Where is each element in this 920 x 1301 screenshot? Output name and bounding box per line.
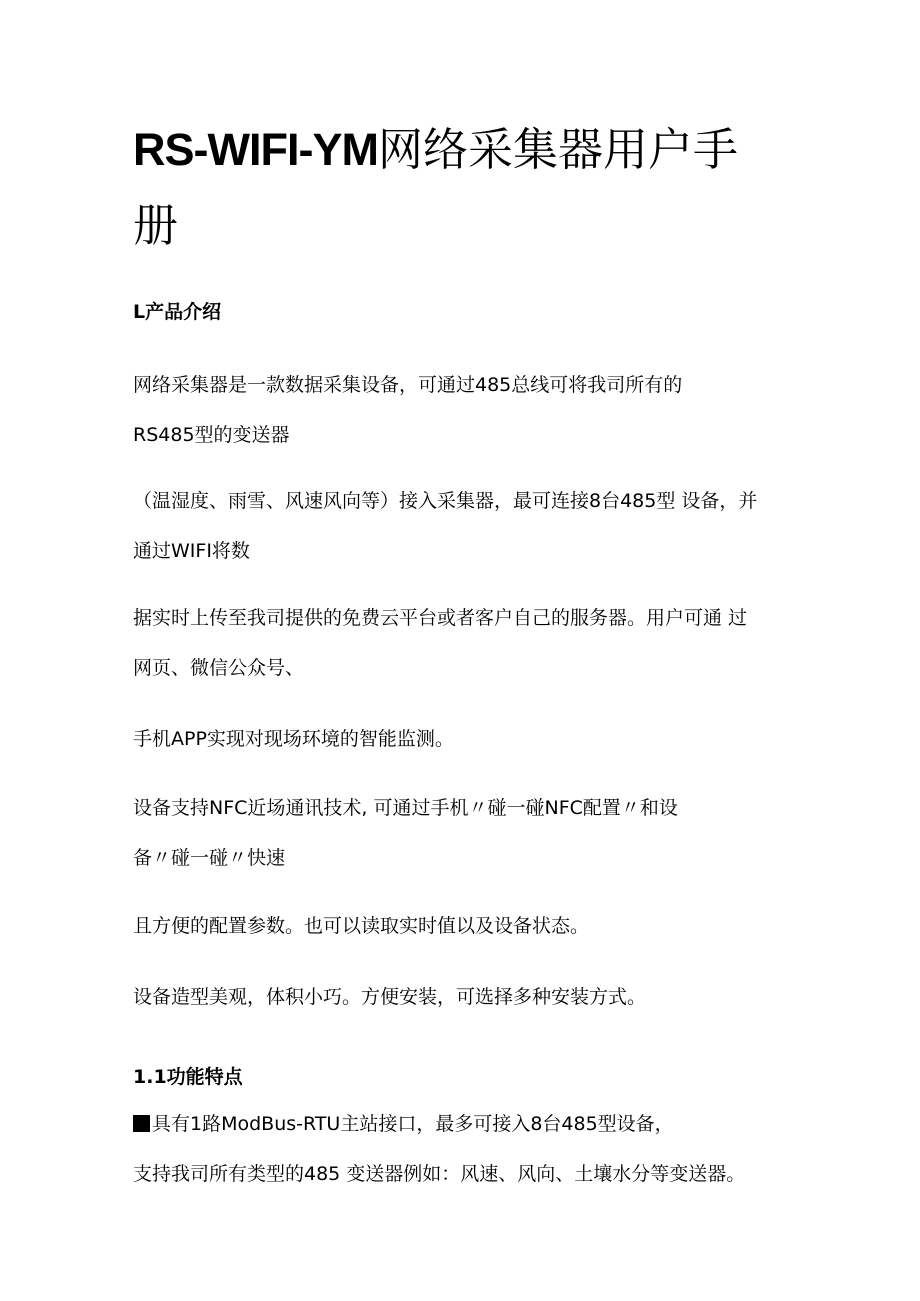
paragraph-line: 网络采集器是一款数据采集设备，可通过485总线可将我司所有的 <box>133 374 683 396</box>
title-model: RS-WIFI-YM <box>133 124 378 175</box>
document-title-line2: 册 <box>133 199 179 252</box>
paragraph-line: 网页、微信公众号、 <box>133 657 305 679</box>
feature-item-continued: 支持我司所有类型的485 变送器例如：风速、风向、土壤水分等变送器。 <box>133 1163 746 1185</box>
document-title <box>133 123 738 177</box>
section-heading-product-intro: L产品介绍 <box>133 301 222 323</box>
paragraph-line: （温湿度、雨雪、风速风向等）接入采集器，最可连接8台485型 设备，并 <box>133 490 758 512</box>
paragraph-line: 设备支持NFC近场通讯技术, 可通过手机〃碰一碰NFC配置〃和设 <box>133 797 678 819</box>
title-text: 网络采集器用户手 <box>377 123 738 176</box>
feature-item <box>133 1112 674 1136</box>
paragraph-line: 备〃碰一碰〃快速 <box>133 847 286 869</box>
paragraph-line: 且方便的配置参数。也可以读取实时值以及设备状态。 <box>133 915 590 937</box>
paragraph-line: 手机APP实现对现场环境的智能监测。 <box>133 728 454 750</box>
paragraph-line: RS485型的变送器 <box>133 424 290 446</box>
section-heading-features: 1.1功能特点 <box>133 1066 243 1088</box>
paragraph-line: 据实时上传至我司提供的免费云平台或者客户自己的服务器。用户可通 过 <box>133 607 748 629</box>
square-bullet-icon <box>133 1115 150 1132</box>
feature-text: 具有1路ModBus-RTU主站接口，最多可接入8台485型设备， <box>152 1113 674 1135</box>
paragraph-line: 设备造型美观，体积小巧。方便安装，可选择多种安装方式。 <box>133 986 647 1008</box>
paragraph-line: 通过WIFI将数 <box>133 540 250 562</box>
